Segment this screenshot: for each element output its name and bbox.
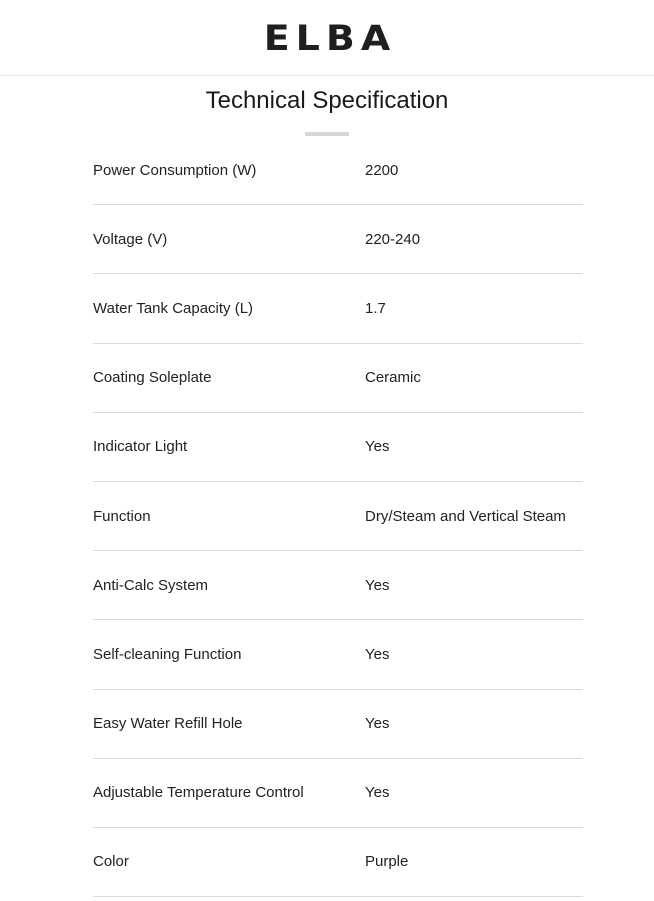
spec-row-indicator-light [93, 413, 583, 482]
spec-label: Anti-Calc System [93, 576, 209, 594]
spec-label: Adjustable Temperature Control [93, 784, 304, 802]
spec-value: Dry/Steam and Vertical Steam [365, 507, 566, 525]
spec-value: Ceramic [365, 369, 421, 387]
spec-row-self-cleaning-function [93, 620, 583, 689]
spec-value: Yes [365, 438, 390, 456]
spec-label: Coating Soleplate [93, 369, 212, 387]
spec-label: Voltage (V) [93, 230, 168, 248]
spec-row-function [93, 482, 583, 551]
spec-label: Indicator Light [93, 438, 188, 456]
spec-label: Power Consumption (W) [93, 161, 257, 179]
spec-value: Yes [365, 645, 390, 663]
spec-value: Yes [365, 576, 390, 594]
spec-label: Easy Water Refill Hole [93, 715, 243, 733]
spec-row-adjustable-temperature-control [93, 759, 583, 828]
spec-value: 1.7 [365, 299, 386, 317]
spec-value: Yes [365, 784, 390, 802]
spec-label: Self-cleaning Function [93, 645, 242, 663]
spec-row-water-tank-capacity [93, 274, 583, 343]
elba-logo[interactable]: ELBA [263, 17, 397, 58]
spec-value: Purple [365, 853, 409, 871]
spec-label: Color [93, 853, 129, 871]
spec-value: 2200 [365, 161, 399, 179]
spec-value: 220-240 [365, 230, 421, 248]
spec-row-coating-soleplate [93, 344, 583, 413]
spec-row-voltage [93, 205, 583, 274]
spec-row-anti-calc-system [93, 551, 583, 620]
spec-label: Water Tank Capacity (L) [93, 299, 254, 317]
spec-row-easy-water-refill-hole [93, 690, 583, 759]
spec-row-color [93, 828, 583, 897]
section-title: Technical Specification [205, 87, 449, 114]
spec-value: Yes [365, 715, 390, 733]
spec-label: Function [93, 507, 151, 525]
spec-row-power-consumption [93, 136, 583, 205]
spec-table [93, 136, 583, 897]
site-header [0, 0, 654, 76]
